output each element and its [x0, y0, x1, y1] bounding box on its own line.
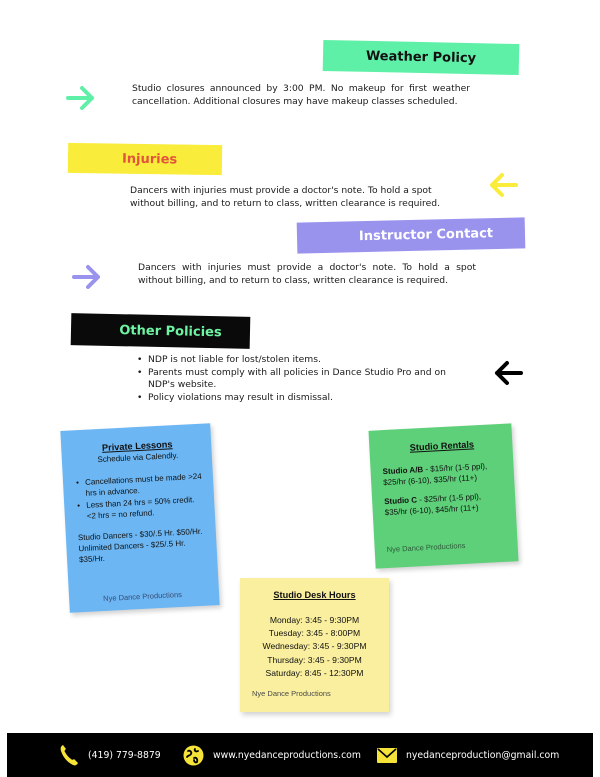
footer-website[interactable] [183, 745, 361, 766]
studio-ab-label: Studio A/B [382, 465, 424, 477]
list-item: • NDP is not liable for lost/stolen items. [137, 354, 467, 367]
list-item: • Cancellations must be made >24 hrs in advance. [75, 471, 204, 500]
weather-policy-title: Weather Policy [365, 48, 477, 67]
private-lessons-subtitle: Schedule via Calendly. [97, 450, 179, 465]
list-item: • Less than 24 hrs = 50% credit. <2 hrs = no refund. [76, 494, 205, 523]
hours-saturday: Saturday: 8:45 - 12:30PM [265, 667, 364, 678]
hours-monday: Monday: 3:45 - 9:30PM [269, 615, 360, 625]
footer-phone-text: (419) 779-8879 [88, 749, 161, 761]
studio-desk-hours-title: Studio Desk Hours [273, 590, 356, 600]
studio-desk-hours-note [240, 578, 389, 712]
studio-c-rate [384, 490, 506, 518]
unlimited-dancers-rate: Unlimited Dancers - $25/.5 Hr. $35/Hr. [78, 538, 186, 565]
brand-label: Nye Dance Productions [386, 540, 466, 555]
studio-ab-text: - $15/hr (1-5 ppl), $25/hr (6-10), $35/hr (11+) [382, 461, 488, 488]
list-item: • Parents must comply with all policies in Dance Studio Pro and on NDP's website. [137, 367, 467, 392]
footer-phone[interactable] [59, 744, 161, 766]
studio-c-text: - $25/hr (1-5 ppl), $35/hr (6-10), $45/hr (11+) [384, 492, 482, 518]
list-item: • Policy violations may result in dismissal. [137, 392, 467, 405]
arrow-right-icon [71, 263, 103, 291]
instructor-contact-banner [297, 217, 526, 253]
phone-icon [59, 744, 79, 766]
studio-dancers-rate: Studio Dancers - $30/.5 Hr. $50/Hr. [77, 526, 203, 543]
footer-bar [7, 733, 593, 777]
other-policies-title: Other Policies [119, 322, 222, 340]
globe-icon [183, 745, 204, 766]
hours-tuesday: Tuesday: 3:45 - 8:00PM [268, 628, 361, 639]
arrow-right-icon [65, 84, 97, 112]
weather-policy-banner [323, 40, 520, 75]
footer-website-text: www.nyedanceproductions.com [213, 749, 361, 761]
instructor-contact-text: Dancers with injuries must provide a doctor's note. To hold a spot without billing, and to return to class, written clearance is required. [138, 262, 476, 286]
envelope-icon [377, 748, 397, 763]
weather-policy-text: Studio closures announced by 3:00 PM. No makeup for first weather cancellation. Additional closures may have makeup classes scheduled. [132, 83, 470, 107]
brand-label: Nye Dance Productions [252, 689, 331, 698]
instructor-contact-title: Instructor Contact [358, 226, 494, 245]
arrow-left-icon [487, 171, 519, 199]
private-lessons-title: Private Lessons [101, 439, 173, 453]
injuries-text: Dancers with injuries must provide a doctor's note. To hold a spot without billing, and to return to class, written clearance is required. [130, 185, 441, 209]
studio-c-label: Studio C [383, 495, 418, 507]
footer-email-text: nyedanceproduction@gmail.com [406, 749, 560, 761]
injuries-title: Injuries [121, 151, 178, 167]
private-lessons-list [75, 471, 205, 523]
hours-list [248, 614, 381, 680]
other-policies-list [137, 354, 467, 404]
hours-thursday: Thursday: 3:45 - 9:30PM [267, 654, 362, 665]
other-policies-banner [71, 313, 251, 349]
injuries-banner [68, 143, 222, 175]
private-lessons-note [60, 423, 219, 613]
studio-rentals-title: Studio Rentals [409, 439, 475, 453]
studio-ab-rate [382, 460, 504, 488]
brand-label: Nye Dance Productions [102, 589, 183, 604]
studio-rentals-note [368, 423, 518, 568]
arrow-left-icon [492, 359, 524, 387]
hours-wednesday: Wednesday: 3:45 - 9:30PM [262, 641, 367, 652]
footer-email[interactable] [377, 748, 559, 763]
